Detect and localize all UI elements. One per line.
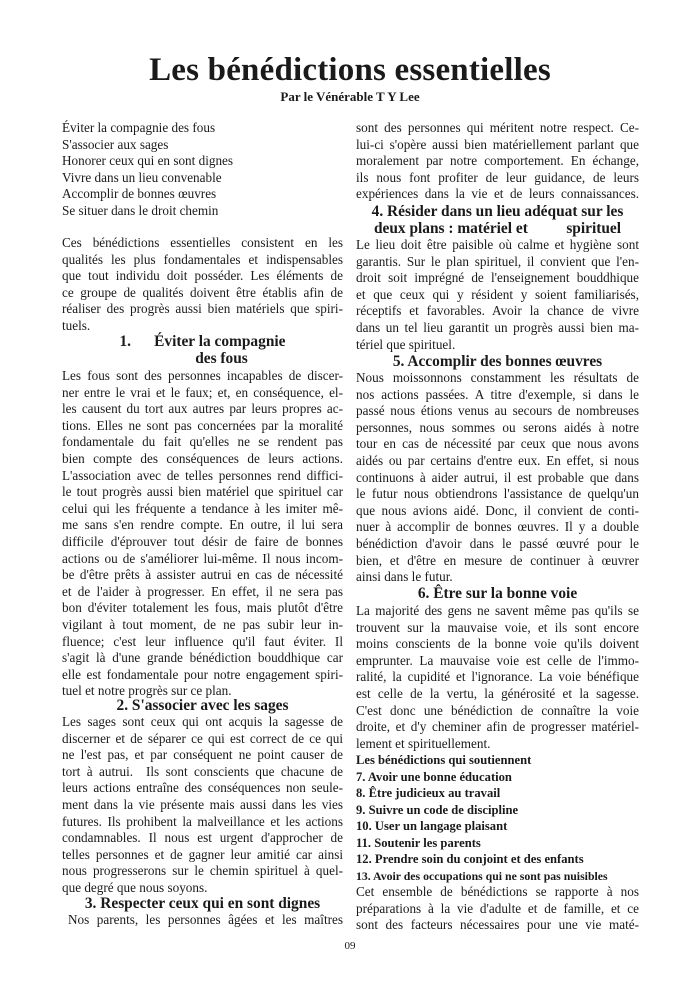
text-line: garantis. Sur le plan spirituel, il convient que l'en- [356,253,639,269]
section-heading: 5. Accomplir des bonnes œuvres [392,353,603,370]
section-heading: 6. Être sur la bonne voie [417,585,578,602]
text-line: passé nous étions venus au secours de nombreuses [356,403,639,419]
text-line: Cet ensemble de bénédictions se rapporte à nos [356,884,639,899]
text-line: les causent du tort aux autres par leurs propres ac- [62,401,343,417]
section-heading: 2. S'associer avec les sages [116,697,289,714]
author-byline: Par le Vénérable T Y Lee [280,89,420,104]
text-line: sont des facteurs nécessaires pour une vie maté- [356,917,639,933]
text-line: est celle de la vertu, la générosité et la sagesse. [356,686,639,701]
text-line: bon d'éviter totalement les fous, mais plutôt d'être [62,600,343,616]
text-line: réceptifs et favorables. Avoir la chance de vivre [356,303,639,319]
blessing-item: 10. User un langage plaisant [356,819,508,833]
text-line: continuons à aider autrui, il est probable que dans [356,469,639,485]
text-line: trouvent sur la mauvaise voie, et ils sont encore [356,619,639,635]
blessing-item: 8. Être judicieux au travail [356,786,501,800]
text-line: ainsi dans le futur. [356,569,453,585]
text-line: le tout progrès aussi bien matériel que spirituel car [62,484,343,500]
text-line: lui-ci s'opère aussi bien matériellement parlant que [356,136,639,152]
section-heading: des fous [195,350,248,367]
text-line: s'agit là d'une grande bénédiction bouddhique car [62,650,343,666]
text-line: nos actions passées. A titre d'exemple, si dans le [356,386,639,402]
text-line: be d'être prêts à assister autrui en cas de nécessité [62,567,343,583]
text-line: Le lieu doit être paisible où calme et hygiène sont [356,237,639,252]
text-line: fluence; c'est leur influence qu'il faut éviter. Il [62,633,343,649]
blessing-item: 7. Avoir une bonne éducation [356,769,512,784]
text-line: ment dans la vie présente mais aussi dans les vies [62,797,343,812]
text-line: bien, et d'être en mesure de continuer à œuvrer [356,552,639,568]
text-line: ralité, la cupidité et l'ignorance. La voie bénéfique [356,669,639,685]
text-line: tort à autrui. Ils sont conscients que chacune de [62,763,343,779]
text-line: lement et spirituellement. [356,735,491,751]
text-line: Ces bénédictions essentielles consistent en les [62,235,343,250]
text-line: personnes, nous sommes ou serons aidés à notre [356,419,639,435]
text-line: vigilant à tout moment, de ne pas subir leur in- [62,617,343,632]
text-line: me sans s'en rendre compte. En outre, il lui sera [62,517,343,533]
text-line: tuels. [62,317,91,333]
text-line: tour en cas de nécessité par ceux que nous avons [356,436,639,452]
text-line: le futur nous obtiendrons l'assistance de quelqu'un [356,486,639,502]
text-line: Nos parents, les personnes âgées et les maîtres [68,912,343,927]
text-line: moralement par notre comportement. En échange, [356,153,639,169]
text-line: et que ceux qui y résident y soient familiarisés, [356,286,639,302]
text-line: C'est donc une bénédiction de connaître la voie [356,702,639,718]
text-line: difficile d'éprouver tout désir de faire de bonnes [62,534,343,549]
text-line: droit soit imprégné de l'enseignement bouddhique [356,270,639,286]
text-line: tions. Elles ne sont pas concernées par la moralité [62,417,343,433]
text-line: et de l'aider à progresser. En effet, il ne sera pas [62,583,343,599]
intro-list-item: Éviter la compagnie des fous [62,120,216,135]
text-line: La majorité des gens ne savent même pas qu'ils se [356,603,639,618]
text-line: aidés ou par certains d'entre eux. En effet, si nous [356,453,639,468]
text-line: celui qui les fréquente a tendance à les imiter mê- [62,500,343,516]
text-line: elle est fondamentale pour notre engagement spiri- [62,666,343,682]
text-line: dans un tel lieu garantit un progrès aussi bien ma- [356,320,639,335]
text-line: futures. Ils prohibent la malveillance et les actions [62,813,343,829]
text-line: emprunter. La mauvaise voie est celle de l'immo- [356,652,639,668]
intro-list-item: Honorer ceux qui en sont dignes [62,153,234,168]
text-line: ne l'est pas, et par conséquent ne point causer de [62,747,343,763]
intro-list-item: Se situer dans le droit chemin [62,202,219,218]
text-line: expériences dans la vie et de leurs connaissances. [356,186,639,202]
text-line: droite, et d'y cheminer afin de progresser matériel- [356,719,639,735]
section-heading: 1. Éviter la compagnie [119,333,286,350]
text-line: nous progresserons sur le chemin spirituel à quel- [62,863,343,879]
text-line: que tout individu doit posséder. Les éléments de [62,268,343,283]
text-line: L'association avec de telles personnes rend diffici- [62,467,343,483]
text-line: réaliser des progrès aussi bien matériels que spiri- [62,301,343,316]
section-heading: deux plans : matériel et spirituel [373,220,622,237]
text-line: que nous avions aidé. Donc, il convient de conti- [356,502,639,518]
text-line: nuer à accomplir de bonnes œuvres. Il y a double [356,519,639,535]
text-line: telles personnes et de gagner leur amitié car ainsi [62,846,343,862]
text-line: actions ou de s'améliorer lui-même. Il nous incom- [62,550,343,566]
text-line: que degré que nous soyons. [62,880,208,895]
text-line: moins conscients de la bonne voie qu'ils doivent [356,636,639,652]
section-heading: 4. Résider dans un lieu adéquat sur les [371,203,624,220]
page-number: 09 [344,940,356,952]
intro-list-item: S'associer aux sages [62,136,169,152]
text-line: préparations à la vie d'adulte et de famille, et ce [356,900,639,916]
text-line: Nous moissonnons constamment les résultats de [356,370,639,385]
text-line: Les fous sont des personnes incapables de discer- [62,368,343,383]
text-line: ils nous font profiter de leur guidance, de leurs [356,169,639,185]
text-line: qualités les plus fondamentales et indispensables [62,251,343,267]
text-line: condamnables. Il nous est urgent d'approcher de [62,830,343,846]
text-line: Les sages sont ceux qui ont acquis la sagesse de [62,714,343,729]
text-line: bien compte des conséquences de leurs actions. [62,451,343,466]
subsection-heading: Les bénédictions qui soutiennent [356,753,532,767]
intro-list-item: Accomplir de bonnes œuvres [62,186,217,201]
text-line: ce groupe de qualités doivent être établis afin de [62,284,343,300]
text-line: ner entre le vrai et le faux; et, en conséquence, el- [62,384,343,400]
intro-list-item: Vivre dans un lieu convenable [62,169,222,185]
blessing-item: 13. Avoir des occupations qui ne sont pas nuisibles [356,868,608,883]
page-title: Les bénédictions essentielles [149,52,551,88]
section-heading: 3. Respecter ceux qui en sont dignes [84,895,321,912]
text-line: tuel et notre progrès sur ce plan. [62,683,232,699]
blessing-item: 11. Soutenir les parents [356,835,481,850]
text-line: fondamentale du fait qu'elles ne se rendent pas [62,434,343,450]
text-line: leurs actions entraîne des conséquences non seule- [62,780,343,796]
text-line: bénédiction d'avoir dans le passé œuvré pour le [356,536,639,551]
blessing-item: 12. Prendre soin du conjoint et des enfants [356,852,584,866]
text-line: sont des personnes qui méritent notre respect. Ce- [356,120,639,135]
text-line: discerner et de séparer ce qui est correct de ce qui [62,730,343,746]
text-line: tériel que spirituel. [356,336,456,352]
blessing-item: 9. Suivre un code de discipline [356,802,519,817]
